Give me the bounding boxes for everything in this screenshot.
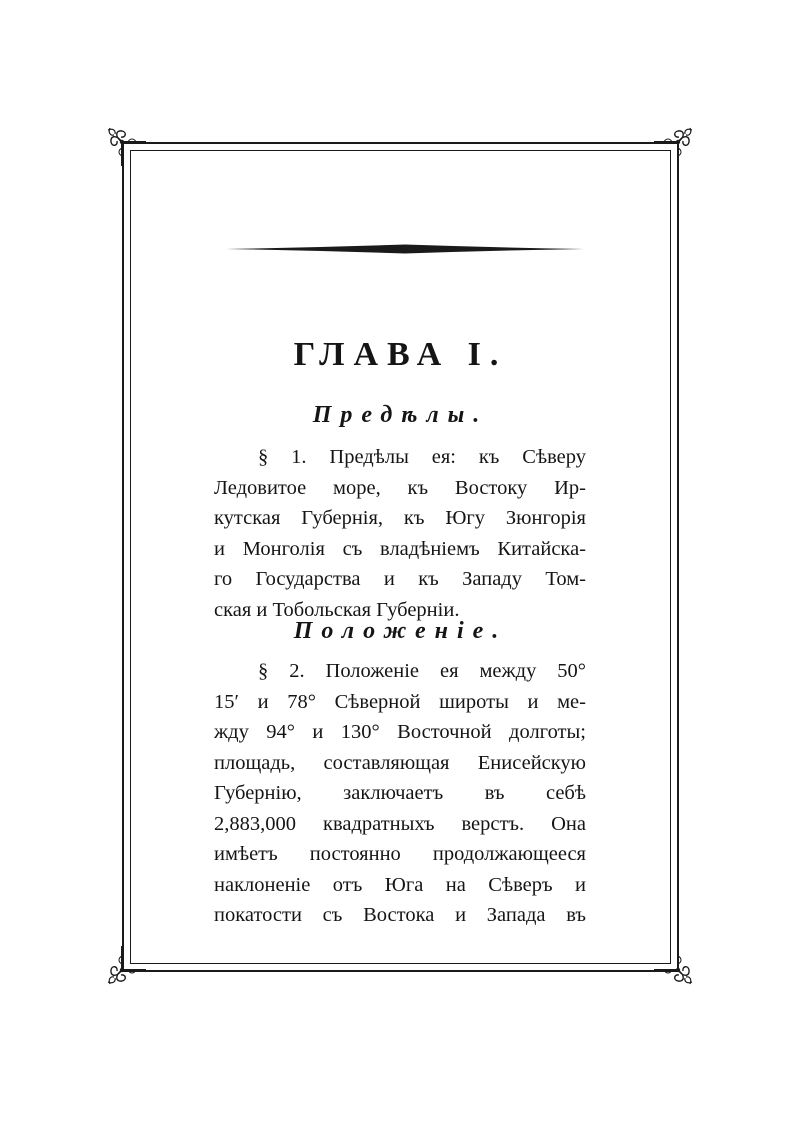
paragraph-boundaries — [214, 442, 586, 625]
paragraph-position — [214, 656, 586, 931]
corner-ornament-icon — [654, 946, 694, 986]
chapter-title: ГЛАВА I. — [293, 336, 508, 373]
text-line: наклоненіе отъ Юга на Сѣверъ и — [214, 873, 586, 896]
corner-ornament-icon — [106, 946, 146, 986]
corner-ornament-icon — [654, 126, 694, 166]
text-line: площадь, составляющая Енисейскую — [214, 751, 586, 774]
section-heading-position: Положеніе. — [293, 618, 508, 644]
text-line: ская и Тобольская Губерніи. — [214, 598, 460, 621]
text-line: покатости съ Востока и Запада въ — [214, 904, 586, 926]
text-line: 2,883,000 квадратныхъ верстъ. Она — [214, 812, 586, 835]
text-line: Ледовитое море, къ Востоку Ир- — [214, 476, 586, 499]
section-heading-boundaries: Предѣлы. — [312, 402, 489, 428]
text-line: § 1. Предѣлы ея: къ Сѣверу — [258, 446, 586, 468]
text-line: жду 94° и 130° Восточной долготы; — [214, 721, 586, 743]
text-line: § 2. Положеніе ея между 50° — [258, 660, 586, 682]
text-line: имѣетъ постоянно продолжающееся — [214, 843, 586, 865]
ornamental-rule-icon — [226, 242, 584, 256]
text-line: Губернію, заключаетъ въ себѣ — [214, 782, 586, 804]
corner-ornament-icon — [106, 126, 146, 166]
text-line: и Монголія съ владѣніемъ Китайска- — [214, 537, 586, 560]
text-line: го Государства и къ Западу Том- — [214, 568, 586, 590]
text-line: 15′ и 78° Сѣверной широты и ме- — [214, 690, 586, 713]
text-line: кутская Губернія, къ Югу Зюнгорія — [214, 507, 586, 529]
